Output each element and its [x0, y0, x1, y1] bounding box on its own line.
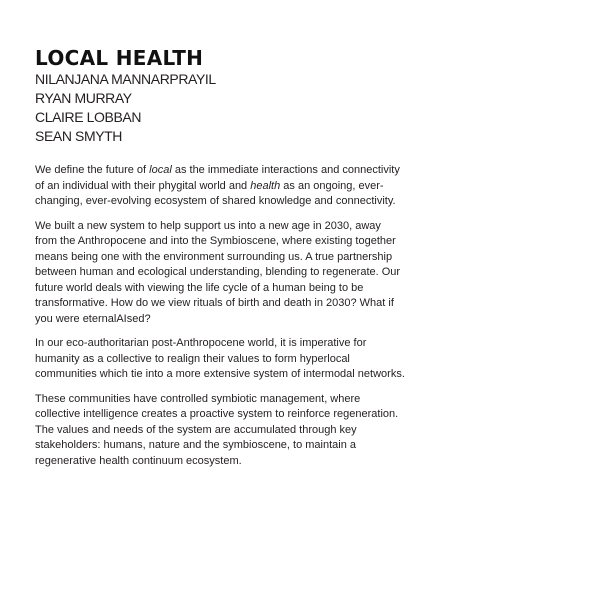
paragraph-post-anthropocene: In our eco-authoritarian post-Anthropocene world, it is imperative for humanity as a collective to realign their values to form hyperlocal communities which tie into a more extensive system of intermodal networks. [35, 337, 405, 380]
body-text [35, 163, 405, 478]
paragraph-text: as an ongoing, ever-changing, ever-evolving ecosystem of shared knowledge and connectivity. [35, 179, 396, 207]
author-name: CLAIRE LOBBAN [35, 109, 142, 125]
author-name: NILANJANA MANNARPRAYIL [35, 71, 216, 87]
paragraph-communities: These communities have controlled symbiotic management, where collective intelligence creates a proactive system to reinforce regeneration. The values and needs of the system are accumulated through key stakeholders: humans, nature and the symbioscene, to maintain a regenerative health continuum ecosystem. [35, 392, 399, 467]
paragraph-text: We define the future of [35, 164, 150, 176]
emphasis-health: health [250, 179, 281, 192]
paragraph-text: as the immediate interactions and connectivity of an individual with their phygital world and [35, 164, 400, 192]
emphasis-local: local [149, 164, 172, 176]
paragraph-new-system: We built a new system to help support us into a new age in 2030, away from the Anthropocene and into the Symbioscene, where existing together means being one with the environment surrounding us. A true partnership between human and ecological understanding, blending to regenerate. Our future world deals with viewing the life cycle of a human being to be transformative. How do we view rituals of birth and death in 2030? What if you were eternalAIsed? [35, 219, 401, 325]
paragraph-definition [35, 163, 405, 210]
author-name: RYAN MURRAY [35, 90, 132, 106]
author-name: SEAN SMYTH [35, 128, 123, 144]
document-title: LOCAL HEALTH [35, 46, 204, 70]
author-list [35, 70, 216, 146]
